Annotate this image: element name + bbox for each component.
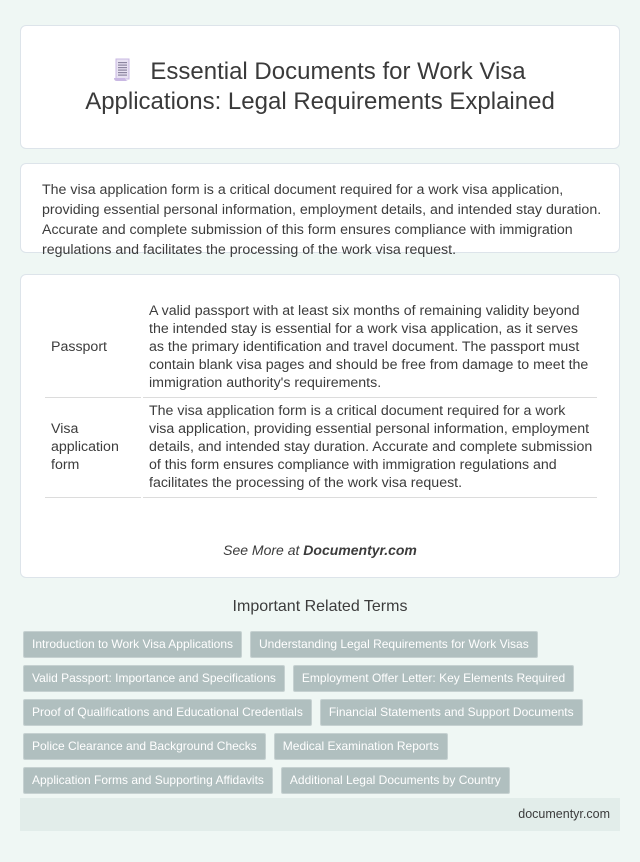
table-row	[45, 298, 597, 398]
related-term-tag[interactable]: Additional Legal Documents by Country	[281, 767, 510, 794]
see-more-line	[21, 542, 619, 558]
document-description: A valid passport with at least six months of remaining validity beyond the intended stay is essential for a work visa application, as it serves as the primary identification and travel document. The passport must contain blank visa pages and should be free from damage to meet the immigration authority's requirements.	[143, 298, 597, 398]
document-name: Visa application form	[45, 398, 141, 498]
footer-site-link[interactable]: documentyr.com	[518, 807, 610, 821]
related-term-tag[interactable]: Police Clearance and Background Checks	[23, 733, 266, 760]
page-title-text: Essential Documents for Work Visa Applications: Legal Requirements Explained	[85, 58, 555, 115]
related-terms-list	[23, 631, 623, 794]
related-term-tag[interactable]: Employment Offer Letter: Key Elements Required	[293, 665, 574, 692]
page-title	[60, 57, 580, 117]
document-scroll-icon	[114, 58, 130, 82]
document-description: The visa application form is a critical document required for a work visa application, providing essential personal information, employment details, and intended stay duration. Accurate and complete submission of this form ensures compliance with immigration regulations and facilitates the processing of the work visa request.	[143, 398, 597, 498]
documents-card	[20, 274, 620, 578]
documents-table	[43, 298, 599, 498]
see-more-prefix: See More at	[223, 542, 304, 558]
related-term-tag[interactable]: Financial Statements and Support Documents	[320, 699, 583, 726]
related-term-tag[interactable]: Introduction to Work Visa Applications	[23, 631, 242, 658]
see-more-link[interactable]: Documentyr.com	[303, 542, 417, 558]
related-term-tag[interactable]: Valid Passport: Importance and Specifications	[23, 665, 285, 692]
related-term-tag[interactable]: Medical Examination Reports	[274, 733, 448, 760]
related-term-tag[interactable]: Understanding Legal Requirements for Work Visas	[250, 631, 538, 658]
related-term-tag[interactable]: Proof of Qualifications and Educational Credentials	[23, 699, 312, 726]
table-row	[45, 398, 597, 498]
related-terms-heading: Important Related Terms	[232, 598, 408, 615]
intro-paragraph: The visa application form is a critical document required for a work visa application, providing essential personal information, employment details, and intended stay duration. Accurate and complete submission of this form ensures compliance with immigration regulations and facilitates the processing of the work visa request.	[42, 182, 602, 258]
document-name: Passport	[45, 298, 141, 398]
related-term-tag[interactable]: Application Forms and Supporting Affidavits	[23, 767, 273, 794]
title-card	[20, 25, 620, 149]
footer	[20, 798, 620, 831]
intro-card	[20, 163, 620, 258]
